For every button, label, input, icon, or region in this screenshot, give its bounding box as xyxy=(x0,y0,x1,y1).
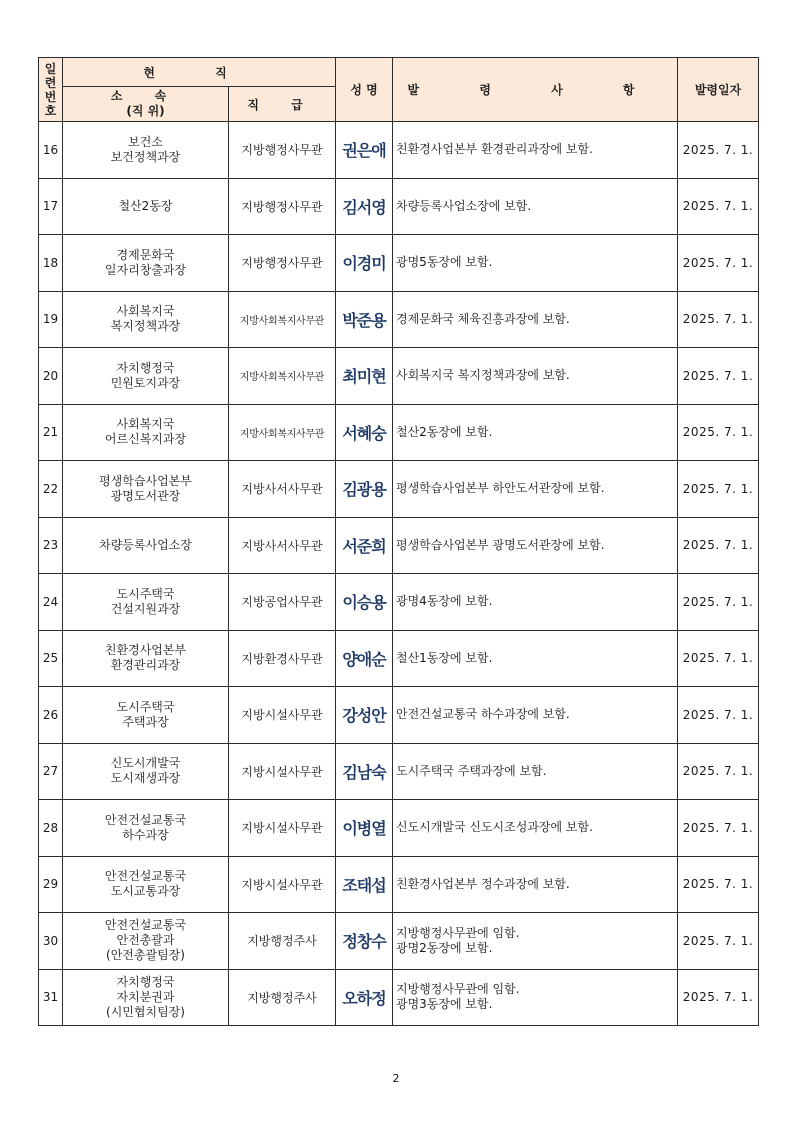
org-cell xyxy=(63,913,229,970)
org-line: 광명도서관장 xyxy=(110,488,181,503)
serial-number-cell: 22 xyxy=(39,461,63,518)
org-cell xyxy=(63,630,229,687)
org-line: 사회복지국 xyxy=(116,417,175,432)
name-cell: 이경미 xyxy=(336,235,393,292)
appointment-cell xyxy=(393,122,678,179)
org-line: 사회복지국 xyxy=(116,304,175,319)
table-row xyxy=(39,517,759,574)
org-line: 차량등록사업소장 xyxy=(99,537,192,552)
appointment-line: 차량등록사업소장에 보함. xyxy=(396,198,532,213)
org-cell xyxy=(63,969,229,1026)
date-cell: 2025. 7. 1. xyxy=(678,461,759,518)
header-name: 성 명 xyxy=(336,58,393,122)
appointment-line: 사회복지국 복지정책과장에 보함. xyxy=(396,368,570,383)
org-line: 친환경사업본부 xyxy=(104,643,187,658)
org-cell xyxy=(63,235,229,292)
serial-number-cell: 26 xyxy=(39,687,63,744)
table-row xyxy=(39,348,759,405)
serial-number-cell: 21 xyxy=(39,404,63,461)
rank-cell: 지방시설사무관 xyxy=(229,856,336,913)
table-row xyxy=(39,291,759,348)
rank-cell: 지방사서사무관 xyxy=(229,517,336,574)
date-cell: 2025. 7. 1. xyxy=(678,122,759,179)
appointment-cell xyxy=(393,800,678,857)
serial-number-cell: 20 xyxy=(39,348,63,405)
appointment-line: 광명5동장에 보함. xyxy=(396,255,493,270)
org-cell xyxy=(63,856,229,913)
org-line: 철산2동장 xyxy=(118,198,173,213)
org-line: 주택과장 xyxy=(122,714,169,729)
appointment-line: 경제문화국 체육진흥과장에 보함. xyxy=(396,311,570,326)
org-line: 자치분권과 xyxy=(116,989,175,1004)
date-cell: 2025. 7. 1. xyxy=(678,291,759,348)
org-cell xyxy=(63,404,229,461)
org-line: 안전건설교통국 xyxy=(104,918,187,933)
appointment-cell xyxy=(393,687,678,744)
org-line: 건설지원과장 xyxy=(110,601,181,616)
appointment-line: 친환경사업본부 환경관리과장에 보함. xyxy=(396,142,593,157)
org-line: 자치행정국 xyxy=(116,974,175,989)
appointment-line: 안전건설교통국 하수과장에 보함. xyxy=(396,707,570,722)
org-line: 민원토지과장 xyxy=(110,375,181,390)
appointment-cell xyxy=(393,404,678,461)
name-cell: 조태섭 xyxy=(336,856,393,913)
org-line: 안전총괄과 xyxy=(116,933,175,948)
name-cell: 박준용 xyxy=(336,291,393,348)
date-cell: 2025. 7. 1. xyxy=(678,913,759,970)
serial-number-cell: 19 xyxy=(39,291,63,348)
org-line: 도시재생과장 xyxy=(110,771,181,786)
org-cell xyxy=(63,743,229,800)
name-cell: 권은애 xyxy=(336,122,393,179)
rank-cell: 지방행정사무관 xyxy=(229,235,336,292)
serial-number-cell: 25 xyxy=(39,630,63,687)
header-current-position: 현 직 xyxy=(63,58,336,87)
serial-number-cell: 16 xyxy=(39,122,63,179)
date-cell: 2025. 7. 1. xyxy=(678,235,759,292)
table-row xyxy=(39,461,759,518)
date-cell: 2025. 7. 1. xyxy=(678,856,759,913)
serial-number-cell: 28 xyxy=(39,800,63,857)
org-cell xyxy=(63,122,229,179)
name-cell: 김서영 xyxy=(336,178,393,235)
rank-cell: 지방사회복지사무관 xyxy=(229,291,336,348)
rank-cell: 지방사서사무관 xyxy=(229,461,336,518)
appointment-line: 광명4동장에 보함. xyxy=(396,594,493,609)
appointment-line: 철산1동장에 보함. xyxy=(396,650,493,665)
date-cell: 2025. 7. 1. xyxy=(678,404,759,461)
org-line: 도시주택국 xyxy=(116,699,175,714)
appointment-cell xyxy=(393,348,678,405)
org-line: 환경관리과장 xyxy=(110,658,181,673)
rank-cell: 지방시설사무관 xyxy=(229,743,336,800)
org-line: 하수과장 xyxy=(122,827,169,842)
org-line: 일자리창출과장 xyxy=(104,262,187,277)
header-date: 발령일자 xyxy=(678,58,759,122)
name-cell: 강성안 xyxy=(336,687,393,744)
page-number: 2 xyxy=(392,1072,400,1085)
header-serial-number: 일련번호 xyxy=(39,58,63,122)
rank-cell: 지방사회복지사무관 xyxy=(229,404,336,461)
rank-cell: 지방행정주사 xyxy=(229,913,336,970)
table-row xyxy=(39,404,759,461)
rank-cell: 지방행정주사 xyxy=(229,969,336,1026)
table-row xyxy=(39,743,759,800)
appointment-line: 철산2동장에 보함. xyxy=(396,424,493,439)
org-line: 보건소 xyxy=(128,134,163,149)
name-cell: 양애순 xyxy=(336,630,393,687)
appointment-line: 신도시개발국 신도시조성과장에 보함. xyxy=(396,820,593,835)
rank-cell: 지방시설사무관 xyxy=(229,800,336,857)
org-cell xyxy=(63,687,229,744)
table-row xyxy=(39,969,759,1026)
date-cell: 2025. 7. 1. xyxy=(678,630,759,687)
rank-cell: 지방행정사무관 xyxy=(229,122,336,179)
header-row-1 xyxy=(39,58,759,87)
org-line: 보건정책과장 xyxy=(110,149,181,164)
name-cell: 김광용 xyxy=(336,461,393,518)
org-line: 도시교통과장 xyxy=(110,884,181,899)
table-row xyxy=(39,856,759,913)
appointment-line: 지방행정사무관에 임함. xyxy=(396,925,520,940)
serial-number-cell: 27 xyxy=(39,743,63,800)
org-cell xyxy=(63,517,229,574)
date-cell: 2025. 7. 1. xyxy=(678,574,759,631)
appointment-cell xyxy=(393,856,678,913)
appointment-cell xyxy=(393,630,678,687)
rank-cell: 지방사회복지사무관 xyxy=(229,348,336,405)
org-cell xyxy=(63,348,229,405)
org-line: 도시주택국 xyxy=(116,586,175,601)
appointment-cell xyxy=(393,178,678,235)
appointment-cell xyxy=(393,517,678,574)
rank-cell: 지방행정사무관 xyxy=(229,178,336,235)
serial-number-cell: 30 xyxy=(39,913,63,970)
name-cell: 서혜숭 xyxy=(336,404,393,461)
appointment-cell xyxy=(393,461,678,518)
org-line: 신도시개발국 xyxy=(110,756,181,771)
date-cell: 2025. 7. 1. xyxy=(678,517,759,574)
org-cell xyxy=(63,178,229,235)
appointment-cell xyxy=(393,913,678,970)
name-cell: 서준희 xyxy=(336,517,393,574)
appointment-cell xyxy=(393,743,678,800)
table-row xyxy=(39,687,759,744)
org-line: 어르신복지과장 xyxy=(104,432,187,447)
org-cell xyxy=(63,800,229,857)
table-row xyxy=(39,122,759,179)
name-cell: 최미현 xyxy=(336,348,393,405)
org-cell xyxy=(63,574,229,631)
name-cell: 정창수 xyxy=(336,913,393,970)
serial-number-cell: 29 xyxy=(39,856,63,913)
date-cell: 2025. 7. 1. xyxy=(678,178,759,235)
org-line: 안전건설교통국 xyxy=(104,812,187,827)
table-row xyxy=(39,574,759,631)
org-cell xyxy=(63,461,229,518)
appointment-line: 친환경사업본부 정수과장에 보함. xyxy=(396,876,570,891)
table-body xyxy=(39,122,759,1026)
appointment-line: 도시주택국 주택과장에 보함. xyxy=(396,763,547,778)
org-line: 안전건설교통국 xyxy=(104,869,187,884)
appointment-cell xyxy=(393,291,678,348)
serial-number-cell: 23 xyxy=(39,517,63,574)
date-cell: 2025. 7. 1. xyxy=(678,687,759,744)
appointment-cell xyxy=(393,235,678,292)
table-row xyxy=(39,235,759,292)
org-line: 복지정책과장 xyxy=(110,319,181,334)
date-cell: 2025. 7. 1. xyxy=(678,800,759,857)
appointment-cell xyxy=(393,574,678,631)
serial-number-cell: 24 xyxy=(39,574,63,631)
org-cell xyxy=(63,291,229,348)
org-line: 자치행정국 xyxy=(116,360,175,375)
serial-number-cell: 31 xyxy=(39,969,63,1026)
header-rank: 직 급 xyxy=(229,87,336,122)
appointment-line: 평생학습사업본부 하안도서관장에 보함. xyxy=(396,481,605,496)
header-org: 소 속 (직 위) xyxy=(63,87,229,122)
rank-cell: 지방공업사무관 xyxy=(229,574,336,631)
name-cell: 이병열 xyxy=(336,800,393,857)
rank-cell: 지방시설사무관 xyxy=(229,687,336,744)
date-cell: 2025. 7. 1. xyxy=(678,348,759,405)
appointment-line: 지방행정사무관에 임함. xyxy=(396,982,520,997)
org-line: 평생학습사업본부 xyxy=(99,473,192,488)
name-cell: 이승용 xyxy=(336,574,393,631)
serial-number-cell: 18 xyxy=(39,235,63,292)
serial-number-cell: 17 xyxy=(39,178,63,235)
name-cell: 김남숙 xyxy=(336,743,393,800)
org-line: (시민협치팀장) xyxy=(106,1004,185,1019)
org-line: (안전총괄팀장) xyxy=(106,948,185,963)
table-row xyxy=(39,630,759,687)
appointment-cell xyxy=(393,969,678,1026)
date-cell: 2025. 7. 1. xyxy=(678,969,759,1026)
rank-cell: 지방환경사무관 xyxy=(229,630,336,687)
table-row xyxy=(39,178,759,235)
header-appointment: 발 령 사 항 xyxy=(393,58,678,122)
appointment-line: 광명2동장에 보함. xyxy=(396,940,493,955)
appointment-table xyxy=(38,57,759,1026)
table-row xyxy=(39,913,759,970)
org-line: 경제문화국 xyxy=(116,247,175,262)
name-cell: 오하정 xyxy=(336,969,393,1026)
table-row xyxy=(39,800,759,857)
appointment-line: 평생학습사업본부 광명도서관장에 보함. xyxy=(396,537,605,552)
appointment-line: 광명3동장에 보함. xyxy=(396,997,493,1012)
date-cell: 2025. 7. 1. xyxy=(678,743,759,800)
